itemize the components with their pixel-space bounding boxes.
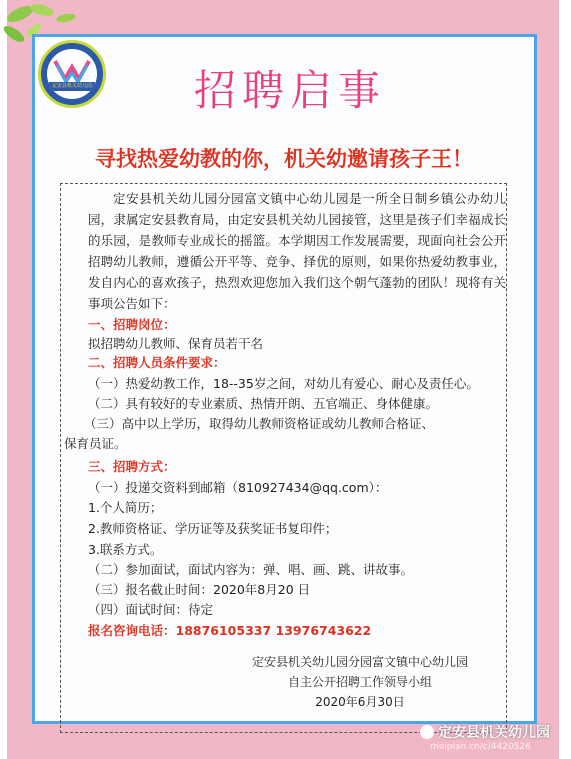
watermark-url: meipian.cn/c/4420526 (430, 742, 531, 752)
requirement-line-continued: 保育员证。 (64, 436, 127, 451)
brand-badge (420, 722, 550, 742)
section-heading-positions: 一、招聘岗位： (88, 317, 176, 332)
signature-date: 2020年6月30日 (315, 695, 405, 709)
method-line: （二）参加面试，面试内容为：弹、唱、画、跳、讲故事。 (88, 562, 414, 577)
positions-line: 拟招聘幼儿教师、保育员若干名 (88, 336, 264, 351)
page-title: 招聘启事 (193, 66, 386, 115)
method-line: 1.个人简历； (88, 500, 163, 515)
intro-paragraph: 定安县机关幼儿园分园富文镇中心幼儿园是一所全日制乡镇公办幼儿园，隶属定安县教育局，由定安县机关幼儿园接管，这里是孩子们幸福成长的乐园，是教师专业成长的摇篮。本学期因工作发展需要，现面向社会公开招聘幼儿教师，遵循公开平等、竞争、择优的原则，如果你热爱幼教事业，发自内心的喜欢孩子，热烈欢迎您加入我们这个朝气蓬勃的团队！现将有关事项公告如下： (88, 191, 506, 311)
interview-time-line: （四）面试时间：待定 (88, 602, 214, 617)
signature-org: 定安县机关幼儿园分园富文镇中心幼儿园 (251, 655, 468, 669)
method-line: （一）投递交资料到邮箱（810927434@qq.com）： (88, 480, 388, 495)
requirement-line: （二）具有较好的专业素质、热情开朗、五官端正、身体健康。 (88, 396, 439, 411)
chat-icon (420, 725, 434, 739)
contact-phone: 报名咨询电话：18876105337 13976743622 (88, 623, 372, 638)
logo-text: 定安县机关幼儿园 (49, 82, 95, 91)
deadline-line: （三）报名截止时间：2020年8月20 日 (88, 582, 311, 597)
method-line: 2.教师资格证、学历证等及获奖证书复印件； (88, 521, 338, 536)
signature-group: 自主公开招聘工作领导小组 (287, 675, 432, 689)
brand-name: 定安县机关幼儿园 (438, 725, 550, 741)
method-line: 3.联系方式。 (88, 542, 163, 557)
section-heading-requirements: 二、招聘人员条件要求： (88, 355, 226, 370)
requirement-line: （一）热爱幼教工作，18--35岁之间，对幼儿有爱心、耐心及责任心。 (88, 376, 479, 391)
page-subtitle: 寻找热爱幼教的你，机关幼邀请孩子王！ (95, 147, 473, 171)
requirement-line: （三）高中以上学历，取得幼儿教师资格证或幼儿教师合格证、 (84, 416, 435, 431)
kindergarten-logo (38, 40, 106, 108)
section-heading-method: 三、招聘方式： (88, 459, 176, 474)
logo-mark-icon (47, 49, 97, 99)
